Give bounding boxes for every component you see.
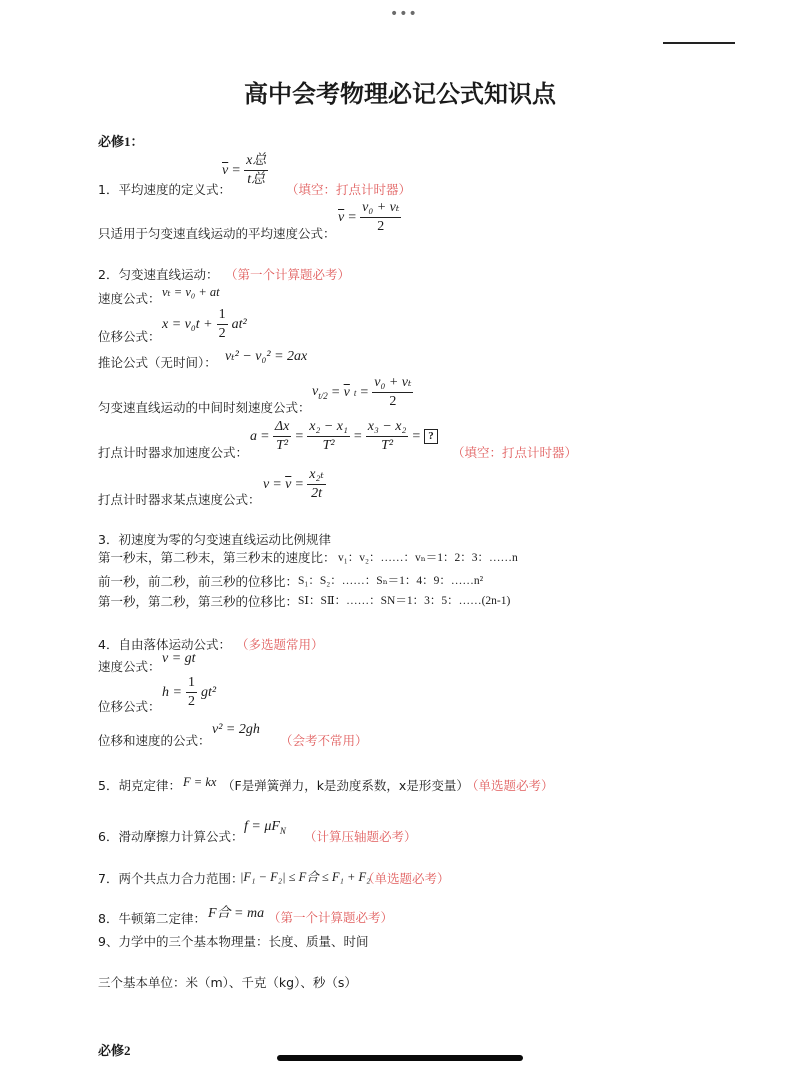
formula-hooke: F = kx <box>183 775 217 789</box>
item-2-label: 2．匀变速直线运动： <box>98 267 219 282</box>
item-4c-label: 位移和速度的公式： <box>98 733 211 748</box>
item-4-note: （多选题常用） <box>236 637 324 652</box>
item-8-label: 8．牛顿第二定律： <box>98 911 206 926</box>
item-1b-label: 只适用于匀变速直线运动的平均速度公式： <box>98 226 336 241</box>
formula-acceleration: a = $\frac{\Delta x}{\text{T²}}$ = $\frac{\text{x₂ − x₁}}{\text{T²}}$ = $\frac{\text{x₃ − x₂}}{\text{T²}}$ = ? <box>250 418 438 455</box>
item-3-label: 3．初速度为零的匀变速直线运动比例规律 <box>98 532 331 547</box>
item-6-label: 6．滑动摩擦力计算公式： <box>98 829 244 844</box>
item-1-note: （填空：打点计时器） <box>286 182 412 197</box>
item-2b-label: 位移公式： <box>98 329 161 344</box>
formula-avg-velocity: $\overline{v}$ = $\frac{\text{x总}}{\text{t总}}$ <box>222 153 267 187</box>
section-heading-2: 必修2 <box>98 1043 131 1058</box>
item-3a-label: 第一秒末，第二秒末，第三秒末的速度比： <box>98 550 336 565</box>
formula-avg-velocity-uniform: $\overline{v}$ = $\frac{\text{v₀ + vₜ}}{2}$ <box>338 200 400 234</box>
formula-no-time: vₜ² − v₀² = 2ax <box>225 349 308 364</box>
formula-mid-time-velocity: $v_{t/2}$ = $\overline{v}$ t = $\frac{\text{v₀ + vₜ}}{2}$ <box>312 375 412 409</box>
formula-free-fall-v2: v² = 2gh <box>212 722 260 737</box>
item-2e-label: 打点计时器求加速度公式： <box>98 445 249 460</box>
formula-displacement: x = v₀t + $\frac{1}{2}$ at² <box>162 307 247 341</box>
item-4b-label: 位移公式： <box>98 699 161 714</box>
item-3b-label: 前一秒，前二秒，前三秒的位移比： <box>98 574 299 589</box>
item-2a-label: 速度公式： <box>98 291 161 306</box>
home-indicator[interactable] <box>277 1055 523 1061</box>
item-2c-label: 推论公式（无时间）： <box>98 355 217 370</box>
formula-free-fall-velocity: v = gt <box>162 651 196 666</box>
item-5-desc: （F是弹簧弹力，k是劲度系数，x是形变量） <box>222 778 469 793</box>
item-4-label: 4．自由落体运动公式： <box>98 637 231 652</box>
item-9-label: 9、力学中的三个基本物理量：长度、质量、时间 <box>98 934 369 949</box>
question-box: ? <box>424 429 438 444</box>
formula-newton-second: F合 = ma <box>208 906 265 921</box>
item-6-note: （计算压轴题必考） <box>304 829 417 844</box>
item-3c-ratio: SⅠ：SⅡ：……：SN＝1：3：5：……(2n-1) <box>298 595 511 607</box>
page-title: 高中会考物理必记公式知识点 <box>244 80 556 108</box>
item-4c-note: （会考不常用） <box>280 733 368 748</box>
formula-point-velocity: v = $\overline{v}$ = $\frac{\text{x₂ₜ}}{2t}$ <box>263 467 324 501</box>
item-2d-label: 匀变速直线运动的中间时刻速度公式： <box>98 400 311 415</box>
item-3b-ratio: S₁：S₂：……：Sₙ＝1：4：9：……n² <box>298 575 484 587</box>
item-5-note: （单选题必考） <box>466 778 554 793</box>
formula-friction: $f = \mu F_N$ <box>244 819 286 836</box>
top-divider <box>663 42 735 44</box>
formula-resultant-range: |F₁ − F₂| ≤ F合 ≤ F₁ + F₂ <box>240 870 371 884</box>
item-8-note: （第一个计算题必考） <box>268 910 394 925</box>
more-dots-icon[interactable]: ••• <box>390 6 418 22</box>
section-heading-1: 必修1： <box>98 134 144 149</box>
formula-velocity: vₜ = v₀ + at <box>162 285 220 299</box>
item-9b-label: 三个基本单位：米（m）、千克（kg）、秒（s） <box>98 975 357 990</box>
item-4a-label: 速度公式： <box>98 659 161 674</box>
item-5-label: 5．胡克定律： <box>98 778 181 793</box>
item-1-label: 1．平均速度的定义式： <box>98 182 231 197</box>
item-2e-note: （填空：打点计时器） <box>452 445 578 460</box>
item-7-label: 7．两个共点力合力范围： <box>98 871 244 886</box>
item-2-note: （第一个计算题必考） <box>225 267 351 282</box>
formula-free-fall-height: h = $\frac{1}{2}$ gt² <box>162 675 217 709</box>
item-3c-label: 第一秒，第二秒，第三秒的位移比： <box>98 594 299 609</box>
item-3a-ratio: v₁：v₂：……：vₙ＝1：2：3：……n <box>338 552 518 564</box>
item-2f-label: 打点计时器求某点速度公式： <box>98 492 261 507</box>
item-7-note: （单选题必考） <box>362 871 450 886</box>
